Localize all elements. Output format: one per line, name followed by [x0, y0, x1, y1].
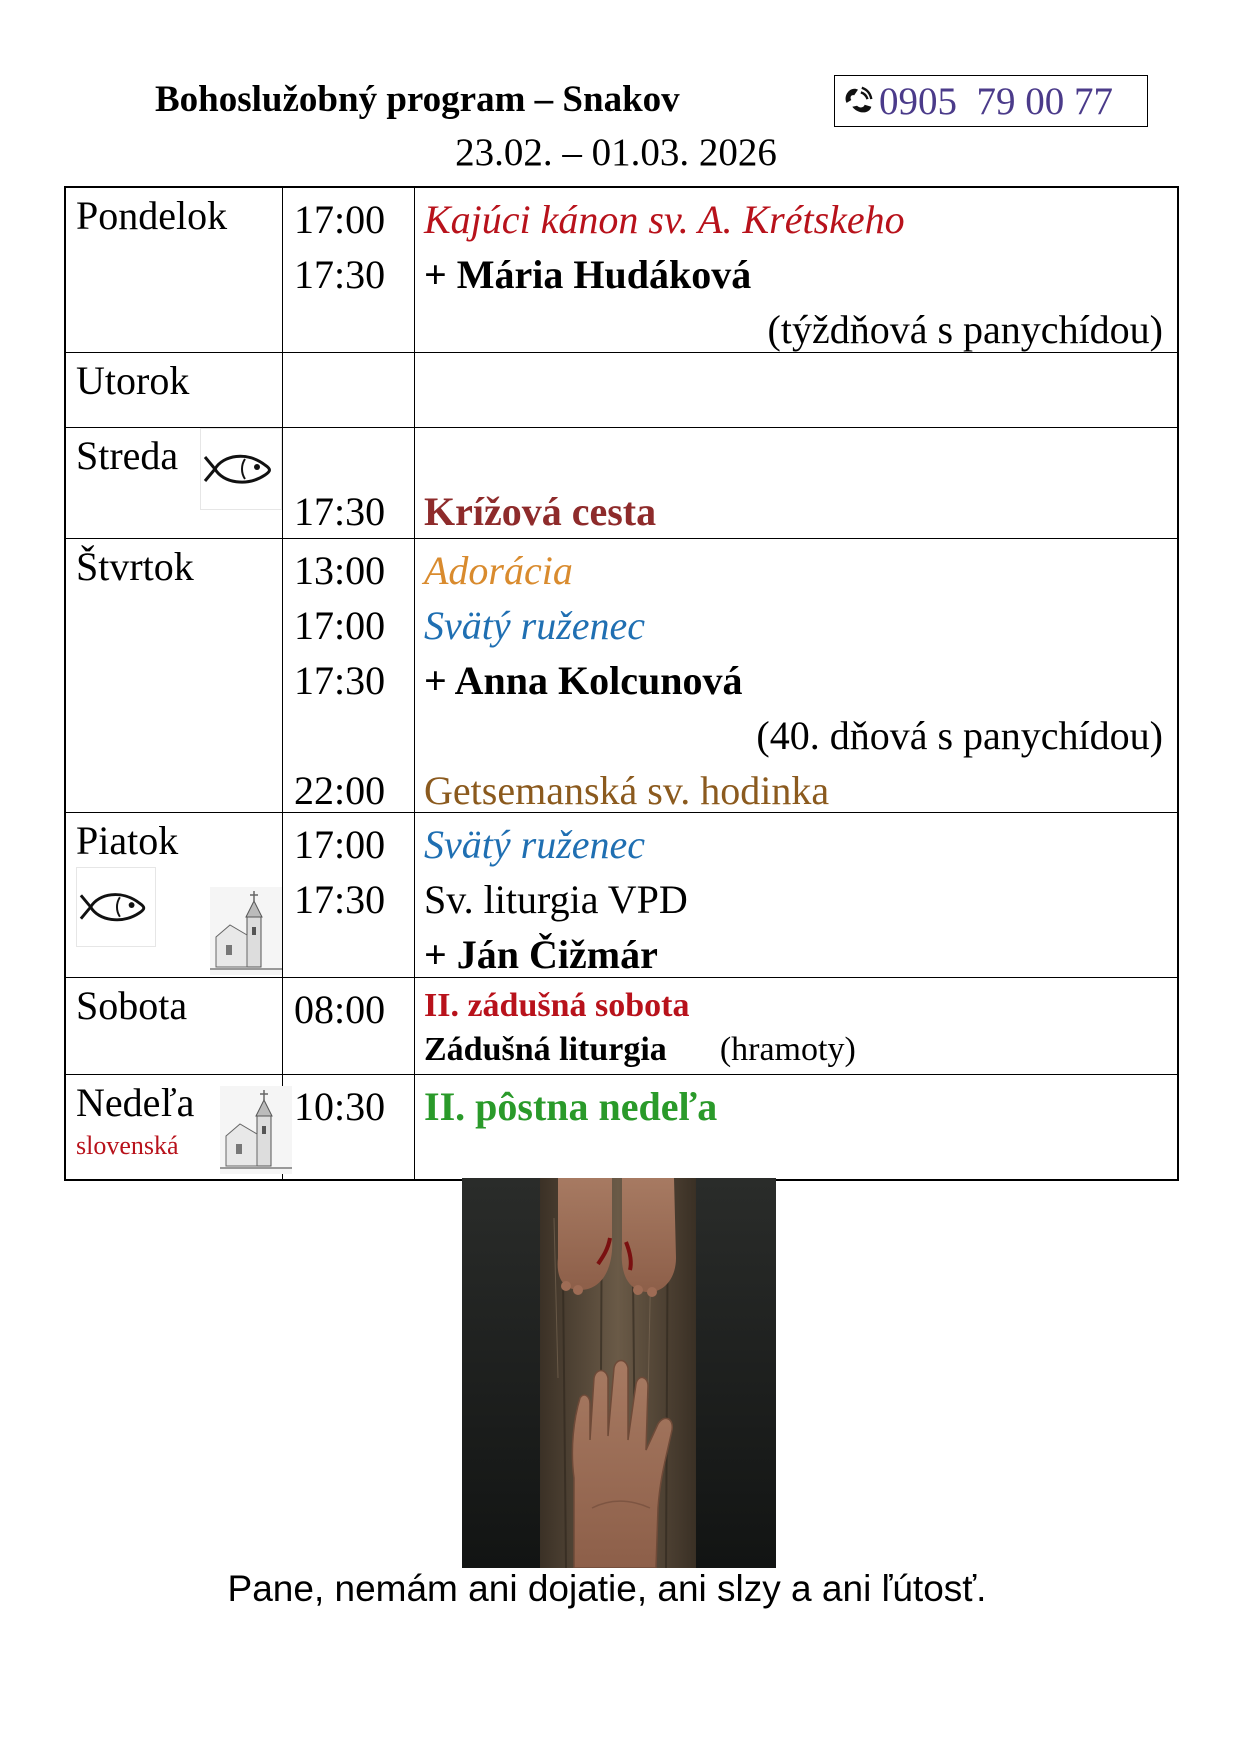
- phone-icon: [839, 82, 877, 120]
- fish-icon: [76, 867, 156, 947]
- phone-number: 0905 79 00 77: [879, 79, 1113, 123]
- time: 17:30: [294, 489, 386, 534]
- event: II. pôstna nedeľa: [424, 1084, 718, 1129]
- schedule-table: [64, 186, 1179, 1181]
- time: 17:00: [294, 822, 386, 867]
- schedule-row-wednesday: [66, 427, 1177, 538]
- phone-box: [834, 75, 1148, 127]
- church-icon: [220, 1085, 292, 1175]
- time: 13:00: [294, 548, 386, 593]
- day-label: Streda: [76, 433, 179, 478]
- time: 17:00: [294, 197, 386, 242]
- event-note: (týždňová s panychídou): [767, 307, 1163, 352]
- event: + Mária Hudáková: [424, 252, 752, 297]
- church-icon: [210, 887, 282, 975]
- page-title: Bohoslužobný program – Snakov: [155, 79, 680, 120]
- cross-photo: [462, 1178, 776, 1568]
- event: Svätý ruženec: [424, 603, 646, 648]
- event: + Anna Kolcunová: [424, 658, 743, 703]
- time: 17:00: [294, 603, 386, 648]
- event: Adorácia: [424, 548, 573, 593]
- schedule-row-saturday: [66, 977, 1177, 1074]
- event: Svätý ruženec: [424, 822, 646, 867]
- day-label: Utorok: [76, 358, 190, 403]
- day-label: Piatok: [76, 818, 179, 863]
- schedule-row-thursday: [66, 538, 1177, 812]
- schedule-row-friday: [66, 812, 1177, 977]
- day-label: Štvrtok: [76, 544, 194, 589]
- event: Kajúci kánon sv. A. Krétskeho: [424, 197, 905, 242]
- time: 10:30: [294, 1084, 386, 1129]
- event-note: (hramoty): [719, 1031, 856, 1068]
- event: + Ján Čižmár: [424, 932, 658, 977]
- time: 08:00: [294, 987, 386, 1032]
- schedule-row-monday: [66, 188, 1177, 352]
- day-label: Nedeľa: [76, 1080, 195, 1125]
- sunday-note: slovenská: [76, 1131, 179, 1160]
- event: Zádušná liturgia: [424, 1031, 667, 1068]
- time: 17:30: [294, 252, 386, 297]
- time: 17:30: [294, 877, 386, 922]
- day-label: Sobota: [76, 983, 188, 1028]
- event: Sv. liturgia VPD: [424, 877, 688, 922]
- fish-icon: [200, 428, 282, 510]
- time: 17:30: [294, 658, 386, 703]
- time: 22:00: [294, 768, 386, 813]
- event: Krížová cesta: [424, 489, 657, 534]
- schedule-row-sunday: [66, 1074, 1177, 1179]
- date-range: 23.02. – 01.03. 2026: [455, 131, 777, 174]
- caption: Pane, nemám ani dojatie, ani slzy a ani ľútosť.: [227, 1568, 987, 1609]
- schedule-row-tuesday: [66, 352, 1177, 427]
- day-label: Pondelok: [76, 193, 228, 238]
- event: Getsemanská sv. hodinka: [424, 768, 830, 813]
- event: II. zádušná sobota: [424, 987, 690, 1024]
- event-note: (40. dňová s panychídou): [756, 713, 1163, 758]
